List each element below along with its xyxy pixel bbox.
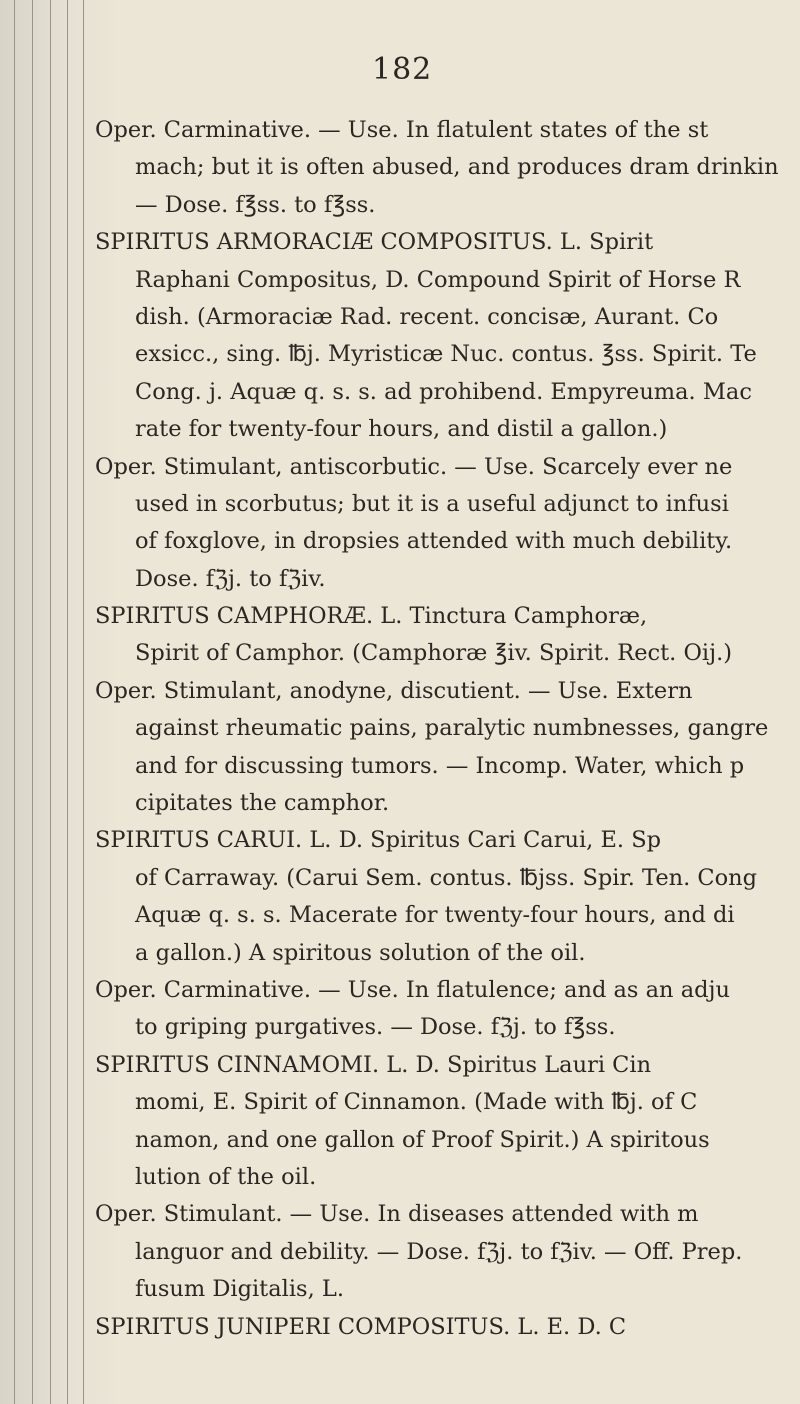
text-line: namon, and one gallon of Proof Spirit.) A spiritous <box>135 1126 710 1153</box>
text-line: Oper. Stimulant, anodyne, discutient. — Use. Extern <box>95 677 693 704</box>
text-line: Aquæ q. s. s. Macerate for twenty-four hours, and di <box>135 902 735 929</box>
text-line: mach; but it is often abused, and produces dram drinkin <box>135 154 779 181</box>
text-line: Cong. j. Aquæ q. s. s. ad prohibend. Empyreuma. Mac <box>135 378 752 405</box>
gutter-line <box>83 0 84 1404</box>
text-line: Spirit of Camphor. (Camphoræ ℥iv. Spirit. Rect. Oij.) <box>135 640 733 667</box>
gutter-line <box>67 0 68 1404</box>
gutter-line <box>14 0 15 1404</box>
text-line: and for discussing tumors. — Incomp. Water, which p <box>135 752 745 779</box>
text-line: Raphani Compositus, D. Compound Spirit of Horse R <box>135 266 741 293</box>
page-text <box>95 112 800 1346</box>
text-line: lution of the oil. <box>135 1163 317 1190</box>
text-line: against rheumatic pains, paralytic numbnesses, gangre <box>135 715 769 742</box>
text-line: SPIRITUS JUNIPERI COMPOSITUS. L. E. D. C <box>95 1313 627 1340</box>
text-line: SPIRITUS CARUI. L. D. Spiritus Cari Carui, E. Sp <box>95 827 662 854</box>
text-line: Oper. Carminative. — Use. In flatulence; and as an adju <box>95 976 730 1003</box>
text-line: fusum Digitalis, L. <box>135 1276 344 1303</box>
text-line: SPIRITUS ARMORACIÆ COMPOSITUS. L. Spirit <box>95 229 654 256</box>
text-line: exsicc., sing. ℔j. Myristicæ Nuc. contus. ℥ss. Spirit. Te <box>135 341 757 368</box>
text-line: Oper. Carminative. — Use. In flatulent states of the st <box>95 117 709 143</box>
text-line: cipitates the camphor. <box>135 790 390 817</box>
text-line: Dose. fℨj. to fℨiv. <box>135 565 326 592</box>
text-line: used in scorbutus; but it is a useful adjunct to infusi <box>135 490 729 517</box>
text-line: Oper. Stimulant, antiscorbutic. — Use. Scarcely ever ne <box>95 453 733 480</box>
text-line: SPIRITUS CAMPHORÆ. L. Tinctura Camphoræ, <box>95 603 648 630</box>
text-line: a gallon.) A spiritous solution of the oil. <box>135 939 586 966</box>
text-line: of Carraway. (Carui Sem. contus. ℔jss. Spir. Ten. Cong <box>135 864 758 891</box>
page-number: 182 <box>372 52 433 87</box>
text-line: Oper. Stimulant. — Use. In diseases attended with m <box>95 1201 699 1228</box>
text-line: — Dose. f℥ss. to f℥ss. <box>135 191 376 218</box>
text-line: dish. (Armoraciæ Rad. recent. concisæ, Aurant. Co <box>135 303 719 330</box>
gutter-line <box>32 0 33 1404</box>
text-line: momi, E. Spirit of Cinnamon. (Made with ℔j. of C <box>135 1089 698 1116</box>
text-line: rate for twenty-four hours, and distil a gallon.) <box>135 416 668 443</box>
text-line: of foxglove, in dropsies attended with much debility. <box>135 528 733 555</box>
text-line: SPIRITUS CINNAMOMI. L. D. Spiritus Lauri Cin <box>95 1051 652 1078</box>
text-line: to griping purgatives. — Dose. fℨj. to f℥ss. <box>135 1014 616 1041</box>
text-line: languor and debility. — Dose. fℨj. to fℨiv. — Off. Prep. <box>135 1238 743 1265</box>
gutter-line <box>50 0 51 1404</box>
